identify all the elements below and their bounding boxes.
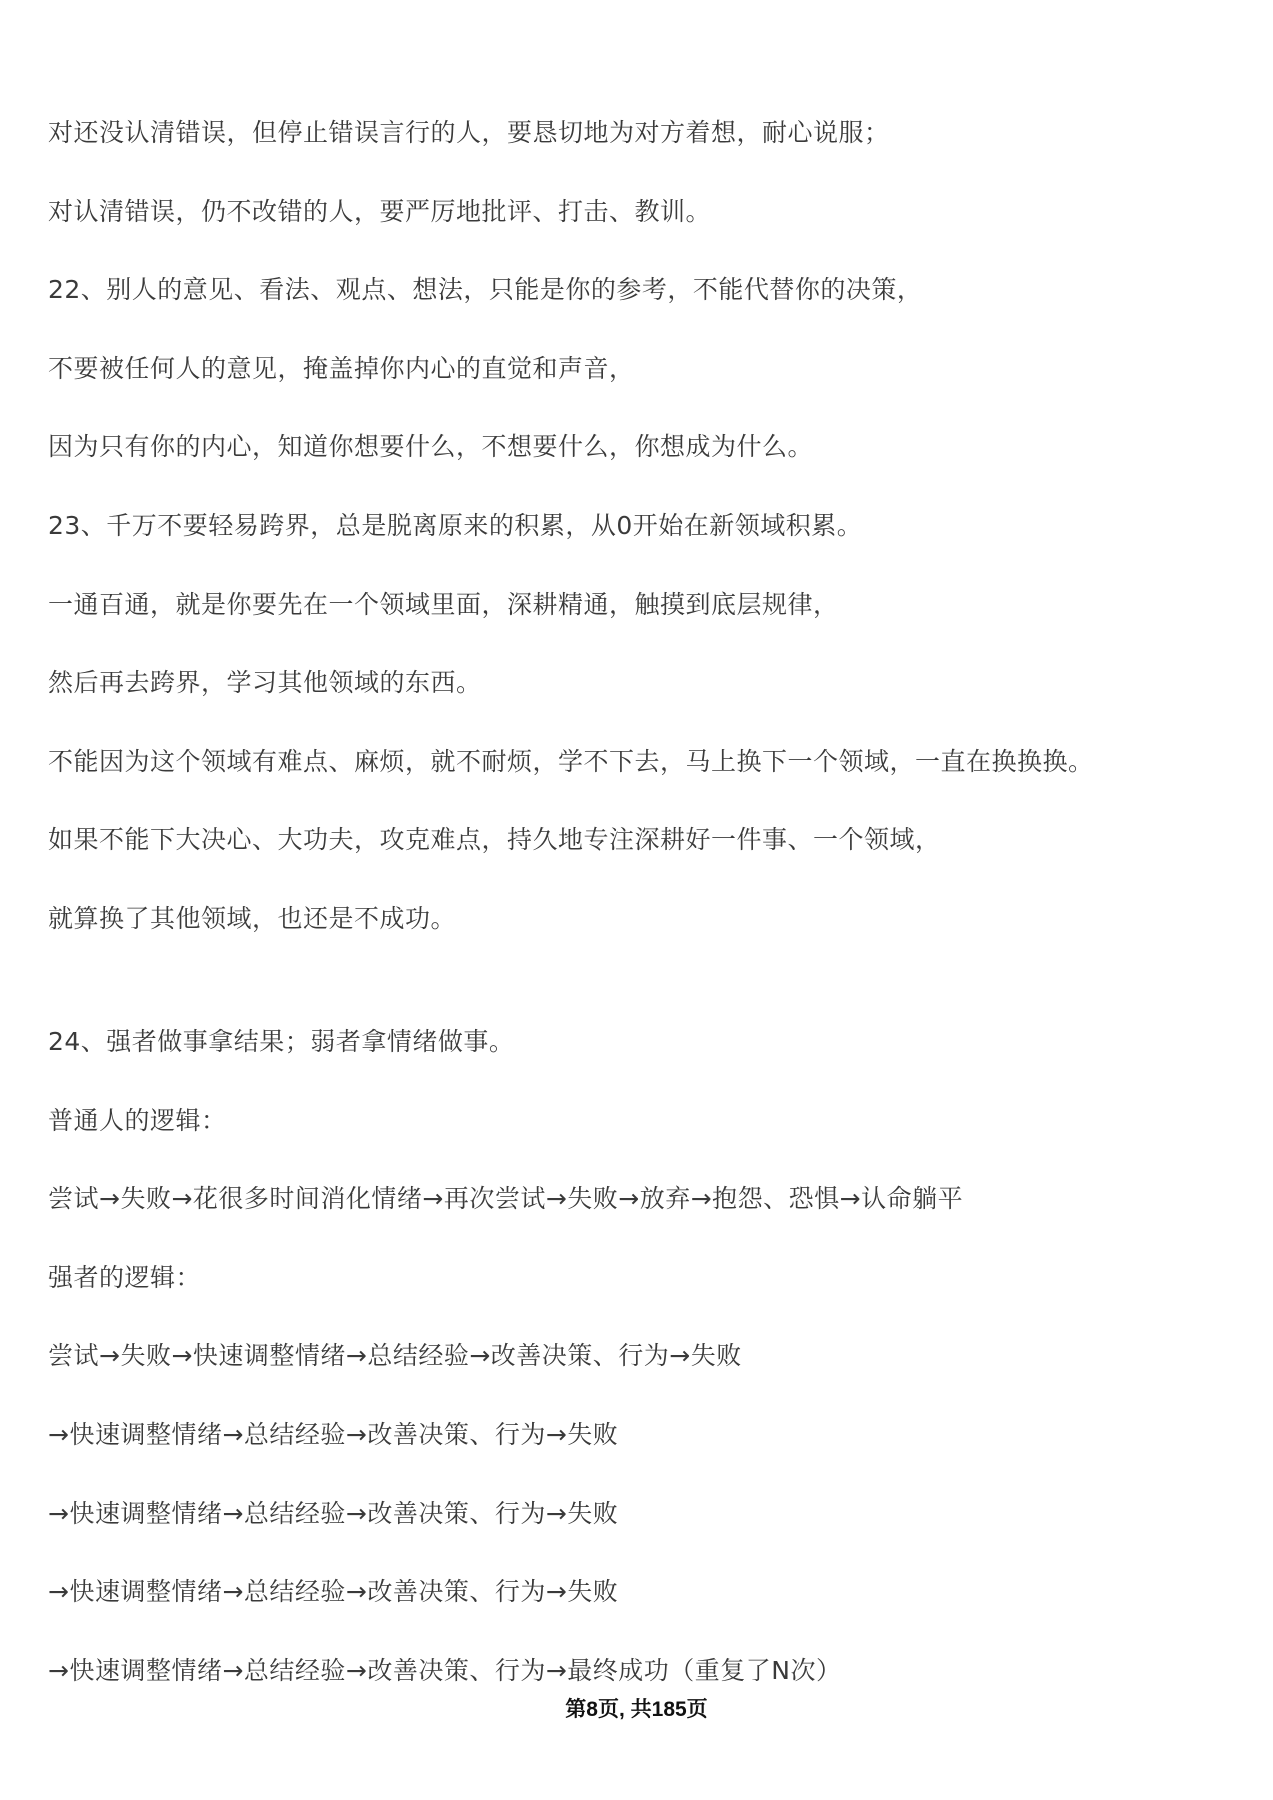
page-number: 第8页, 共185页 — [565, 1698, 708, 1721]
text-line: 22、别人的意见、看法、观点、想法，只能是你的参考，不能代替你的决策， — [48, 275, 923, 305]
text-line: →快速调整情绪→总结经验→改善决策、行为→失败 — [48, 1498, 619, 1528]
text-line: 尝试→失败→快速调整情绪→总结经验→改善决策、行为→失败 — [48, 1341, 742, 1371]
text-line: 强者的逻辑： — [48, 1262, 202, 1292]
text-line: →快速调整情绪→总结经验→改善决策、行为→失败 — [48, 1419, 619, 1449]
text-line: 对认清错误，仍不改错的人，要严厉地批评、打击、教训。 — [48, 196, 712, 226]
text-line: 不能因为这个领域有难点、麻烦，就不耐烦，学不下去，马上换下一个领域，一直在换换换。 — [48, 746, 1094, 776]
document-body — [48, 118, 1228, 1734]
text-line: 就算换了其他领域，也还是不成功。 — [48, 903, 457, 933]
text-line: 23、千万不要轻易跨界，总是脱离原来的积累，从0开始在新领域积累。 — [48, 510, 863, 540]
text-line: 对还没认清错误，但停止错误言行的人，要恳切地为对方着想，耐心说服； — [48, 118, 890, 147]
text-line: 因为只有你的内心，知道你想要什么，不想要什么，你想成为什么。 — [48, 432, 814, 462]
text-line: 尝试→失败→花很多时间消化情绪→再次尝试→失败→放弃→抱怨、恐惧→认命躺平 — [48, 1184, 964, 1214]
text-line: 然后再去跨界，学习其他领域的东西。 — [48, 668, 482, 698]
text-line: 24、强者做事拿结果；弱者拿情绪做事。 — [48, 1026, 515, 1056]
text-line: 如果不能下大决心、大功夫，攻克难点，持久地专注深耕好一件事、一个领域， — [48, 825, 941, 855]
text-line: 一通百通，就是你要先在一个领域里面，深耕精通，触摸到底层规律， — [48, 589, 839, 619]
text-line: 不要被任何人的意见，掩盖掉你内心的直觉和声音， — [48, 353, 635, 383]
text-line: →快速调整情绪→总结经验→改善决策、行为→失败 — [48, 1577, 619, 1607]
text-line: →快速调整情绪→总结经验→改善决策、行为→最终成功（重复了N次） — [48, 1655, 842, 1685]
text-line: 普通人的逻辑： — [48, 1105, 227, 1135]
